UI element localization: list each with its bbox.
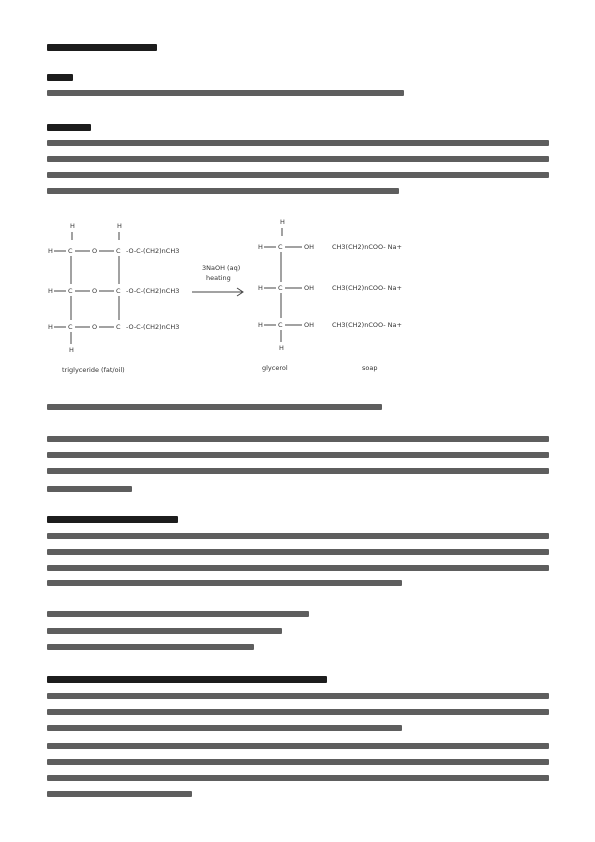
paragraph-line	[47, 452, 549, 458]
atom-c: C	[278, 321, 283, 329]
list-item	[47, 611, 309, 617]
triglyceride-structure	[48, 222, 179, 374]
products-structure	[258, 218, 402, 372]
reagents-line	[47, 580, 402, 586]
atom-h: H	[48, 247, 53, 255]
atom-o: O	[92, 323, 98, 331]
glycerol-label: glycerol	[262, 364, 288, 372]
results-line	[47, 725, 402, 731]
reaction-arrow	[192, 264, 243, 296]
paragraph-line	[47, 436, 549, 442]
section-heading-purpose	[47, 74, 73, 81]
atom-h: H	[258, 284, 263, 292]
purpose-line	[47, 90, 404, 96]
document-title	[47, 44, 157, 51]
atom-h: H	[280, 218, 285, 226]
results-line	[47, 693, 549, 699]
figure-caption	[47, 404, 382, 410]
atom-h: H	[117, 222, 122, 230]
soap-salt-1: CH3(CH2)nCOO- Na+	[332, 243, 402, 251]
atom-c: C	[278, 243, 283, 251]
left-group-2: -O-C-(CH2)nCH3	[126, 287, 180, 295]
atom-h: H	[70, 222, 75, 230]
atom-c: C	[68, 323, 73, 331]
atom-o: O	[92, 287, 98, 295]
atom-h: H	[258, 243, 263, 251]
results-line	[47, 775, 549, 781]
reagents-line	[47, 565, 549, 571]
arrow-label-reagent: 3NaOH (aq)	[202, 264, 241, 272]
reagents-line	[47, 549, 549, 555]
triglyceride-label: triglyceride (fat/oil)	[62, 366, 125, 374]
results-line	[47, 709, 549, 715]
atom-o: O	[92, 247, 98, 255]
section-heading-principle	[47, 124, 91, 131]
atom-h: H	[48, 323, 53, 331]
arrow-label-condition: heating	[206, 274, 231, 282]
atom-h: H	[48, 287, 53, 295]
list-item	[47, 628, 282, 634]
saponification-diagram	[40, 210, 560, 385]
atom-h: H	[279, 344, 284, 352]
glycerol-oh-1: OH	[304, 243, 315, 251]
atom-h: H	[258, 321, 263, 329]
left-group-3: -O-C-(CH2)nCH3	[126, 323, 180, 331]
principle-line	[47, 188, 399, 194]
reagents-line	[47, 533, 549, 539]
principle-line	[47, 140, 549, 146]
results-line	[47, 743, 549, 749]
principle-line	[47, 172, 549, 178]
glycerol-oh-3: OH	[304, 321, 315, 329]
section-heading-results	[47, 676, 327, 683]
atom-h: H	[69, 346, 74, 354]
atom-c: C	[68, 287, 73, 295]
atom-c: C	[116, 247, 121, 255]
atom-c: C	[116, 323, 121, 331]
principle-line	[47, 156, 549, 162]
glycerol-oh-2: OH	[304, 284, 315, 292]
left-group-1: -O-C-(CH2)nCH3	[126, 247, 180, 255]
atom-c: C	[278, 284, 283, 292]
paragraph-line	[47, 486, 132, 492]
atom-c: C	[68, 247, 73, 255]
soap-salt-2: CH3(CH2)nCOO- Na+	[332, 284, 402, 292]
paragraph-line	[47, 468, 549, 474]
atom-c: C	[116, 287, 121, 295]
results-line	[47, 759, 549, 765]
soap-salt-3: CH3(CH2)nCOO- Na+	[332, 321, 402, 329]
soap-label: soap	[362, 364, 378, 372]
list-item	[47, 644, 254, 650]
results-line	[47, 791, 192, 797]
section-heading-reagents	[47, 516, 178, 523]
